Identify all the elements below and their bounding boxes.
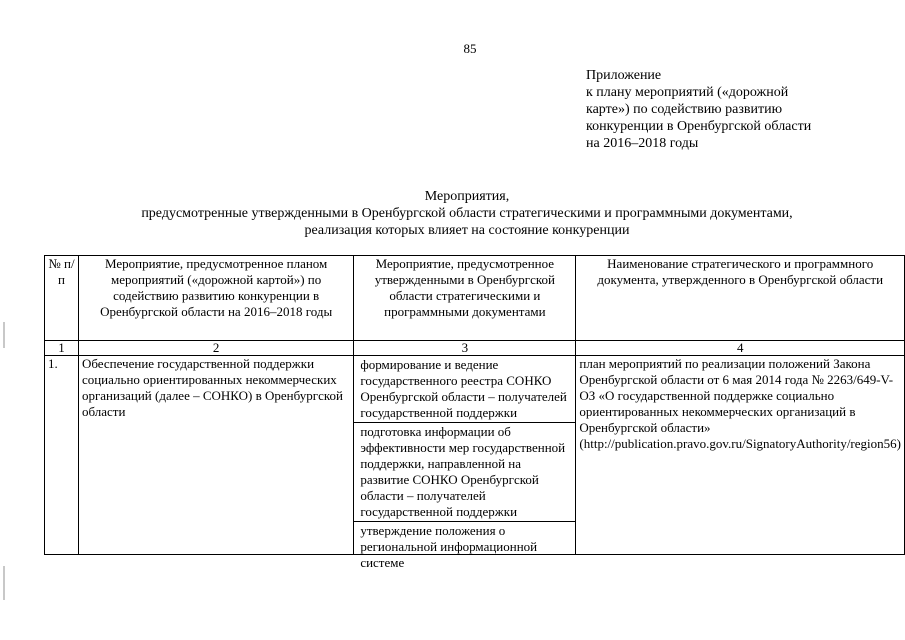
title-line: предусмотренные утвержденными в Оренбургской области стратегическими и программными документами, [141, 206, 793, 221]
column-number: 3 [354, 341, 576, 356]
header-cell-number: № п/п [45, 256, 79, 341]
appendix-line: на 2016–2018 годы [586, 136, 699, 151]
row-number: 1. [45, 356, 79, 555]
header-cell-document: Наименование стратегического и программного документа, утвержденного в Оренбургской области [576, 256, 905, 341]
measure-cell: Обеспечение государственной поддержки социально ориентированных некоммерческих организаций (далее – СОНКО) в Оренбургской области [78, 356, 353, 555]
title-line: реализация которых влияет на состояние конкуренции [304, 223, 630, 238]
column-number: 4 [576, 341, 905, 356]
header-cell-measure: Мероприятие, предусмотренное планом мероприятий («дорожной картой») по содействию развитию конкуренции в Оренбургской области на 2016–2018 годы [78, 256, 353, 341]
column-number: 2 [78, 341, 353, 356]
event-item: утверждение положения о региональной информационной системе [360, 523, 538, 570]
column-number-row [45, 341, 905, 356]
header-cell-event: Мероприятие, предусмотренное утвержденными в Оренбургской области стратегическими и программными документами [354, 256, 576, 341]
appendix-block [586, 67, 886, 152]
scan-margin-mark [3, 322, 5, 348]
measures-table [44, 255, 905, 570]
column-number: 1 [45, 341, 79, 356]
event-item: формирование и ведение государственного реестра СОНКО Оренбургской области – получателей государственной поддержки [354, 356, 575, 423]
appendix-line: Приложение [586, 68, 662, 83]
title-line: Мероприятия, [424, 189, 510, 204]
event-item: подготовка информации об эффективности мер государственной поддержки, направленной на развитие СОНКО Оренбургской области – получателей государственной поддержки [354, 423, 575, 522]
document-title [44, 188, 890, 239]
document-cell: план мероприятий по реализации положений Закона Оренбургской области от 6 мая 2014 года № 2263/649-V-ОЗ «О государственной поддержке социально ориентированных некоммерческих организаций в Оренбургской области» (http://publication.pravo.gov.ru/SignatoryAuthority/region56) [576, 356, 905, 555]
events-cell [354, 356, 576, 570]
page-number: 85 [463, 41, 477, 56]
table-header-row [45, 256, 905, 341]
appendix-line: конкуренции в Оренбургской области [586, 119, 812, 134]
table-row [45, 356, 905, 555]
appendix-line: к плану мероприятий («дорожной [586, 85, 789, 100]
appendix-line: карте») по содействию развитию [586, 102, 783, 117]
scan-margin-mark [3, 566, 5, 600]
